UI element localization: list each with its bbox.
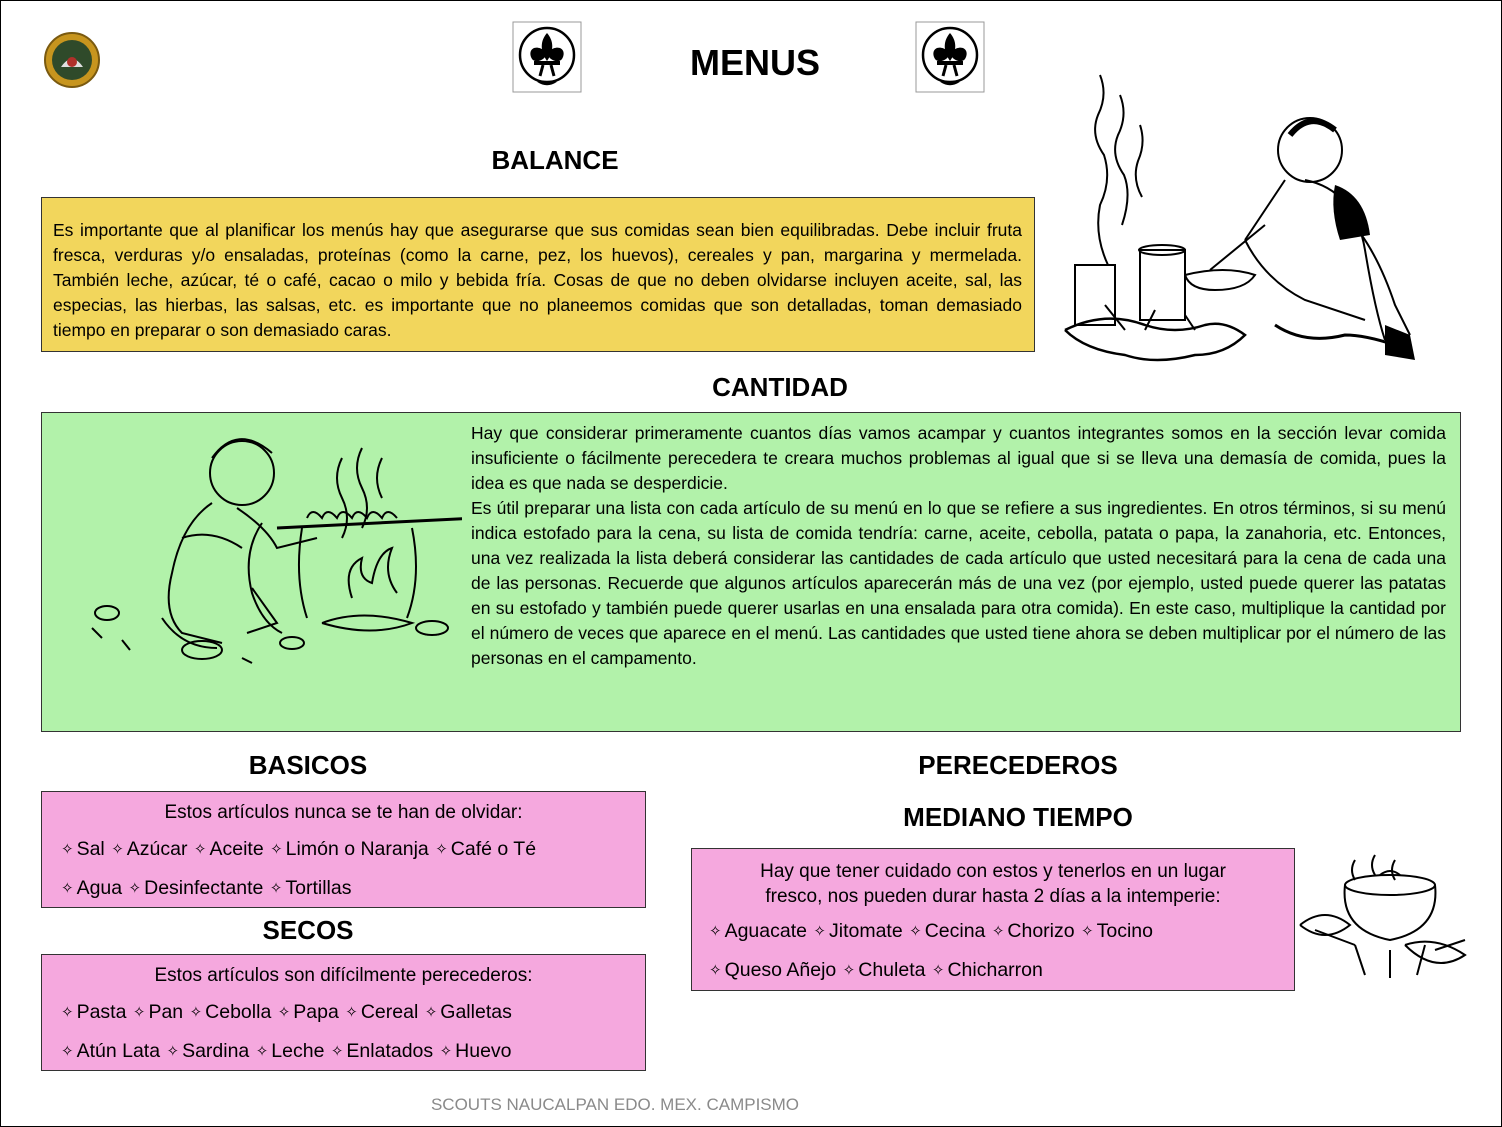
list-item: Huevo [455, 1040, 512, 1062]
perecederos-items [708, 912, 1288, 990]
perecederos-intro-line-1: Hay que tener cuidado con estos y tenerlos en un lugar [760, 861, 1226, 882]
list-item: Chorizo [1007, 920, 1075, 942]
perecederos-row-1 [708, 912, 1288, 951]
perecederos-intro-line-2: fresco, nos pueden durar hasta 2 días a la intemperie: [765, 886, 1221, 907]
list-item: Pan [148, 1001, 184, 1023]
fleur-de-lis-icon [512, 21, 582, 93]
bullet-star-icon: ✧ [842, 962, 856, 979]
list-item: Chicharron [947, 959, 1043, 981]
list-item: Cebolla [205, 1001, 272, 1023]
bullet-star-icon: ✧ [255, 1043, 269, 1060]
secos-heading: SECOS [262, 915, 354, 945]
bullet-star-icon: ✧ [128, 880, 142, 897]
badge-logo-icon [43, 31, 101, 89]
perecederos-box [691, 848, 1295, 991]
list-item: Desinfectante [144, 877, 264, 899]
bullet-star-icon: ✧ [166, 1043, 180, 1060]
list-item: Agua [76, 877, 123, 899]
bullet-star-icon: ✧ [61, 1043, 74, 1060]
mediano-tiempo-heading: MEDIANO TIEMPO [903, 802, 1133, 832]
bullet-star-icon: ✧ [111, 841, 124, 858]
bullet-star-icon: ✧ [189, 1004, 203, 1021]
list-item: Sal [76, 838, 105, 860]
footer-text: SCOUTS NAUCALPAN EDO. MEX. CAMPISMO [430, 1095, 800, 1114]
list-item: Cecina [924, 920, 986, 942]
balance-box [41, 197, 1035, 352]
scout-campfire-illustration [62, 418, 462, 668]
list-item: Pasta [76, 1001, 127, 1023]
list-item: Papa [293, 1001, 339, 1023]
list-item: Jitomate [828, 920, 903, 942]
bullet-star-icon: ✧ [439, 1043, 453, 1060]
bullet-star-icon: ✧ [909, 923, 922, 940]
basicos-row-2 [60, 869, 640, 908]
perecederos-heading: PERECEDEROS [918, 750, 1118, 780]
bullet-star-icon: ✧ [61, 1004, 74, 1021]
bullet-star-icon: ✧ [330, 1043, 344, 1060]
page-title: MENUS [689, 42, 820, 83]
bullet-star-icon: ✧ [193, 841, 207, 858]
secos-box [41, 954, 646, 1071]
list-item: Chuleta [858, 959, 926, 981]
balance-heading: BALANCE [491, 145, 619, 175]
list-item: Tocino [1096, 920, 1153, 942]
cantidad-heading: CANTIDAD [712, 372, 848, 402]
pot-illustration [1295, 850, 1475, 980]
bullet-star-icon: ✧ [435, 841, 448, 858]
bullet-star-icon: ✧ [813, 923, 826, 940]
bullet-star-icon: ✧ [270, 841, 283, 858]
secos-row-1 [60, 993, 640, 1032]
bullet-star-icon: ✧ [61, 841, 74, 858]
basicos-items [60, 830, 640, 908]
list-item: Cereal [360, 1001, 419, 1023]
bullet-star-icon: ✧ [709, 962, 722, 979]
perecederos-row-2 [708, 951, 1288, 990]
bullet-star-icon: ✧ [345, 1004, 358, 1021]
list-item: Aceite [209, 838, 264, 860]
bullet-star-icon: ✧ [709, 923, 722, 940]
bullet-star-icon: ✧ [132, 1004, 146, 1021]
fleur-de-lis-icon [915, 21, 985, 93]
perecederos-intro [692, 859, 1294, 909]
cantidad-paragraph-2: Es útil preparar una lista con cada artículo de su menú en lo que se refiere a sus ingredientes. En otros términos, si su menú indica estofado para la cena, su lista de comida tendría: carne, aceite, cebolla, patata o papa, la zanahoria, etc. Entonces, una vez realizada la lista deberá considerar las cantidades de cada artículo que usted necesitará para la cena de cada una de las personas. Recuerde que algunos artículos aparecerán más de una vez (por ejemplo, usted puede querer las patatas en su estofado y también puede querer usarlas en una ensalada para otra comida). En este caso, multiplique la cantidad por el número de veces que aparece en el menú. Las cantidades que usted tiene ahora se deben multiplicar por el número de las personas en el campamento. [471, 498, 1446, 668]
list-item: Aguacate [724, 920, 807, 942]
bullet-star-icon: ✧ [1081, 923, 1094, 940]
list-item: Queso Añejo [724, 959, 837, 981]
bullet-star-icon: ✧ [277, 1004, 291, 1021]
secos-row-2 [60, 1032, 640, 1071]
bullet-star-icon: ✧ [269, 880, 283, 897]
list-item: Enlatados [346, 1040, 434, 1062]
bullet-star-icon: ✧ [424, 1004, 438, 1021]
list-item: Atún Lata [76, 1040, 161, 1062]
list-item: Sardina [182, 1040, 250, 1062]
cantidad-box [41, 412, 1461, 732]
bullet-star-icon: ✧ [991, 923, 1005, 940]
list-item: Tortillas [285, 877, 352, 899]
balance-text: Es importante que al planificar los menús hay que asegurarse que sus comidas sean bien equilibradas. Debe incluir fruta fresca, verduras y/o ensaladas, proteínas (como la carne, pez, los huevos), cereales y pan, margarina y mermelada. También leche, azúcar, té o café, cacao o milo y bebida fría. Cosas de que no deben olvidarse incluyen aceite, sal, las especias, las hierbas, las salsas, etc. es importante que no planeemos comidas que son detalladas, toman demasiado tiempo en preparar o son demasiado caras. [53, 220, 1022, 340]
secos-items [60, 993, 640, 1071]
list-item: Galletas [440, 1001, 512, 1023]
bullet-star-icon: ✧ [61, 880, 74, 897]
basicos-row-1 [60, 830, 640, 869]
basicos-intro: Estos artículos nunca se te han de olvidar: [164, 802, 523, 823]
bullet-star-icon: ✧ [931, 962, 945, 979]
list-item: Azúcar [126, 838, 188, 860]
list-item: Leche [271, 1040, 325, 1062]
list-item: Limón o Naranja [285, 838, 429, 860]
cantidad-text [471, 421, 1446, 671]
cantidad-paragraph-1: Hay que considerar primeramente cuantos días vamos acampar y cuantos integrantes somos en la sección levar comida insuficiente o fácilmente perecedera te creara muchos problemas al igual que si se lleva una demasía de comida, pues la idea es que nada se desperdicie. [471, 423, 1446, 493]
basicos-box [41, 791, 646, 908]
basicos-heading: BASICOS [248, 750, 368, 780]
list-item: Café o Té [450, 838, 537, 860]
secos-intro: Estos artículos son difícilmente perecederos: [154, 965, 533, 986]
scout-cooking-illustration [1045, 65, 1425, 375]
